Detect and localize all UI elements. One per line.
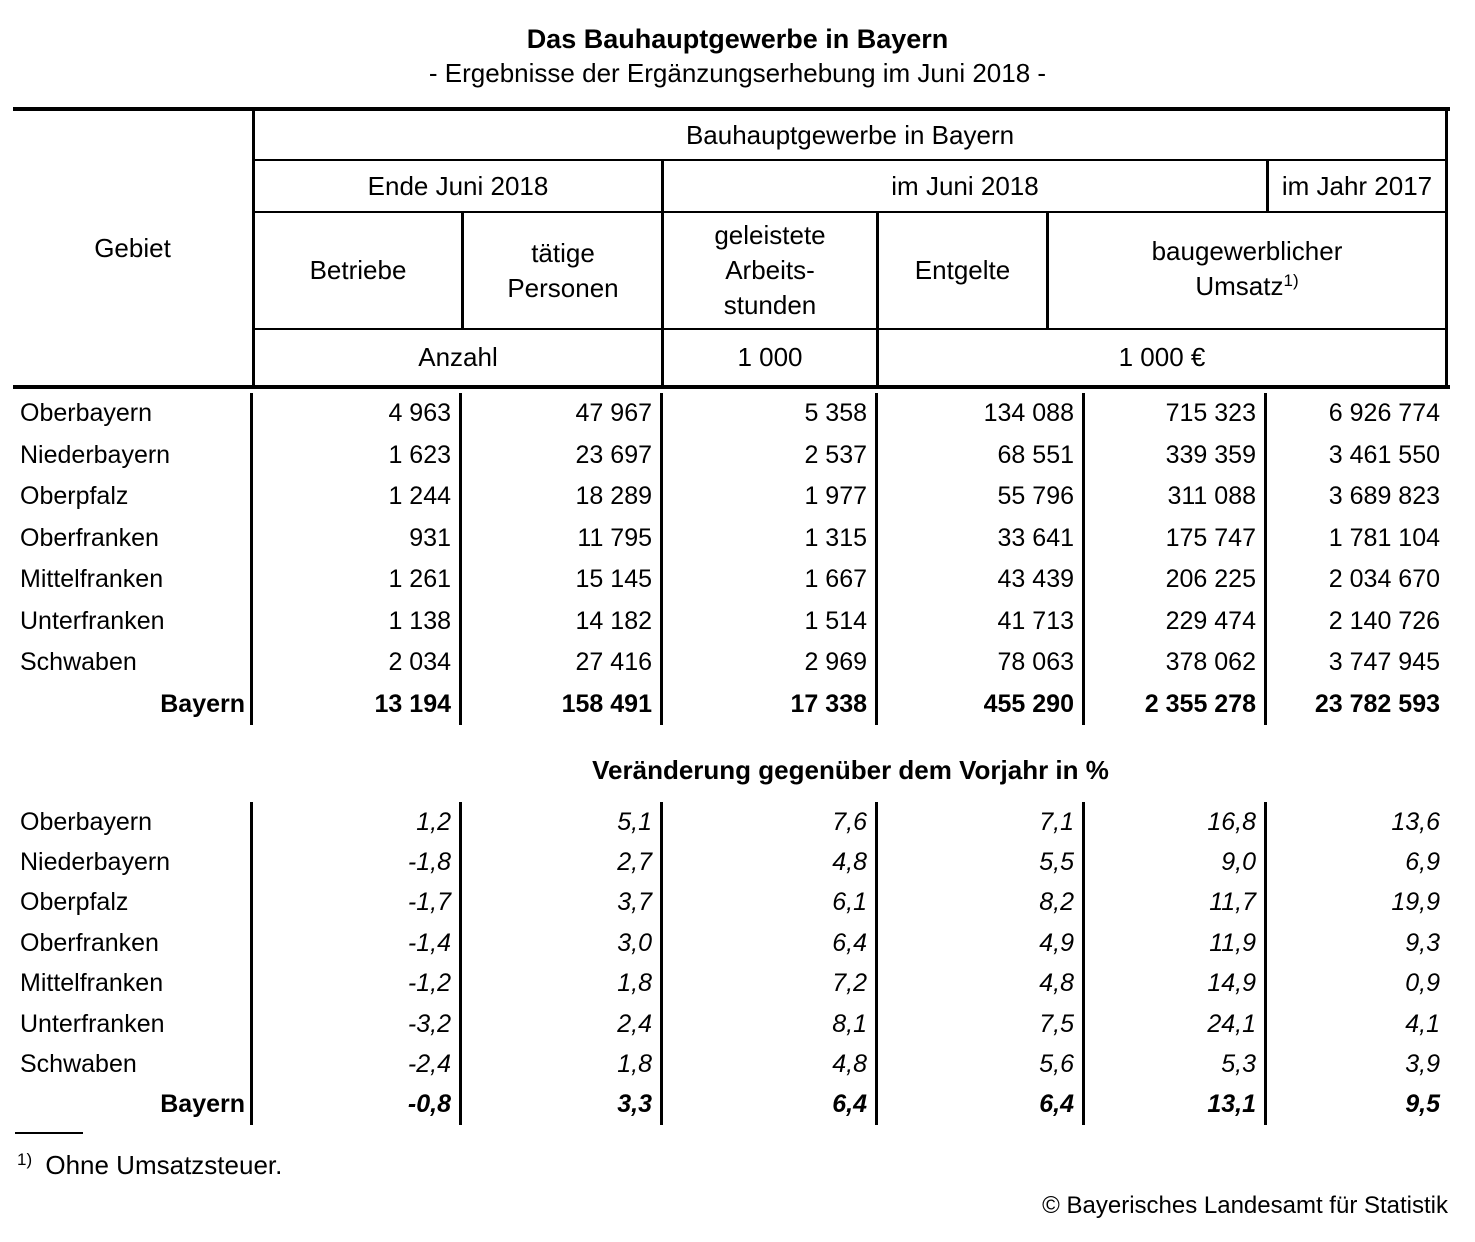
header-im-jahr-2017 [1269, 161, 1445, 211]
cell-arbeitsstunden: 8,1 [663, 1004, 878, 1044]
cell-taetige-personen: 3,3 [462, 1085, 663, 1125]
header-taetige-line1: tätige [531, 237, 595, 268]
cell-entgelte: 455 290 [878, 684, 1085, 726]
table-row [13, 642, 1448, 684]
cell-entgelte: 7,1 [878, 802, 1085, 842]
unit-anzahl-label: Anzahl [418, 342, 498, 372]
cell-betriebe: 1 244 [253, 476, 462, 518]
cell-betriebe: -1,8 [253, 842, 462, 882]
cell-taetige-personen: 18 289 [462, 476, 663, 518]
header-taetige-personen [465, 213, 661, 328]
header-im-juni-2018 [664, 161, 1266, 211]
cell-betriebe: -1,2 [253, 964, 462, 1004]
cell-betriebe: -0,8 [253, 1085, 462, 1125]
cell-entgelte: 6,4 [878, 1085, 1085, 1125]
cell-arbeitsstunden: 2 969 [663, 642, 878, 684]
table-block-percent-change [13, 802, 1448, 1125]
table-row [13, 393, 1448, 435]
cell-umsatz-juni-2018: 715 323 [1085, 393, 1267, 435]
cell-entgelte: 5,5 [878, 842, 1085, 882]
cell-arbeitsstunden: 2 537 [663, 435, 878, 477]
cell-arbeitsstunden: 5 358 [663, 393, 878, 435]
header-gebiet [13, 111, 252, 385]
cell-umsatz-juni-2018: 2 355 278 [1085, 684, 1267, 726]
header-stunden-line1: geleistete [714, 220, 826, 250]
cell-umsatz-jahr-2017: 0,9 [1405, 969, 1440, 998]
cell-umsatz-jahr-2017: 2 034 670 [1328, 565, 1440, 594]
cell-arbeitsstunden: 7,2 [663, 964, 878, 1004]
header-betriebe-label: Betriebe [309, 255, 407, 285]
cell-umsatz-juni-2018: 14,9 [1085, 964, 1267, 1004]
table-row [13, 964, 1448, 1004]
header-gebiet-label: Gebiet [94, 232, 171, 263]
cell-taetige-personen: 3,0 [462, 923, 663, 963]
cell-entgelte: 41 713 [878, 601, 1085, 643]
cell-umsatz-juni-2018: 378 062 [1085, 642, 1267, 684]
page-title: Das Bauhauptgewerbe in Bayern [526, 24, 949, 54]
unit-tausend-label: 1 000 [737, 342, 803, 372]
header-im-jahr-label: im Jahr 2017 [1281, 170, 1433, 201]
cell-entgelte: 68 551 [878, 435, 1085, 477]
header-entgelte-label: Entgelte [914, 255, 1011, 285]
cell-arbeitsstunden: 6,1 [663, 883, 878, 923]
header-umsatz-line1: baugewerblicher [1151, 236, 1343, 266]
cell-arbeitsstunden: 17 338 [663, 684, 878, 726]
cell-arbeitsstunden: 1 315 [663, 518, 878, 560]
cell-arbeitsstunden: 1 667 [663, 559, 878, 601]
vrule-betriebe-taetige [461, 211, 464, 330]
unit-tausend-euro [879, 330, 1445, 385]
cell-gebiet: Niederbayern [13, 435, 253, 477]
cell-taetige-personen: 23 697 [462, 435, 663, 477]
unit-tausend [664, 330, 876, 385]
cell-taetige-personen: 11 795 [462, 518, 663, 560]
cell-umsatz-juni-2018: 24,1 [1085, 1004, 1267, 1044]
cell-entgelte: 78 063 [878, 642, 1085, 684]
table-row [13, 1044, 1448, 1084]
section-title: Veränderung gegenüber dem Vorjahr in % [592, 755, 1109, 785]
cell-arbeitsstunden: 1 977 [663, 476, 878, 518]
cell-arbeitsstunden: 1 514 [663, 601, 878, 643]
cell-arbeitsstunden: 4,8 [663, 1044, 878, 1084]
cell-umsatz-jahr-2017: 3 689 823 [1328, 482, 1440, 511]
cell-umsatz-juni-2018: 311 088 [1085, 476, 1267, 518]
table-row [13, 923, 1448, 963]
cell-taetige-personen: 5,1 [462, 802, 663, 842]
cell-umsatz-jahr-2017: 19,9 [1391, 888, 1440, 917]
cell-gebiet: Oberbayern [13, 393, 253, 435]
cell-betriebe: -3,2 [253, 1004, 462, 1044]
header-group-title [255, 111, 1445, 159]
table-row [13, 1004, 1448, 1044]
cell-entgelte: 55 796 [878, 476, 1085, 518]
table-block-absolute-values [13, 393, 1448, 725]
cell-gebiet: Unterfranken [13, 601, 253, 643]
cell-entgelte: 4,8 [878, 964, 1085, 1004]
page-subtitle: - Ergebnisse der Ergänzungserhebung im Juni 2018 - [428, 58, 1047, 88]
cell-umsatz-juni-2018: 11,9 [1085, 923, 1267, 963]
table-row [13, 842, 1448, 882]
cell-betriebe: 1 261 [253, 559, 462, 601]
header-umsatz-footnote-marker: 1) [1283, 271, 1299, 290]
cell-gebiet: Oberpfalz [13, 476, 253, 518]
cell-umsatz-juni-2018: 16,8 [1085, 802, 1267, 842]
cell-betriebe: -1,7 [253, 883, 462, 923]
cell-umsatz-juni-2018: 206 225 [1085, 559, 1267, 601]
cell-taetige-personen: 158 491 [462, 684, 663, 726]
cell-arbeitsstunden: 7,6 [663, 802, 878, 842]
footnote-rule [15, 1132, 83, 1134]
cell-taetige-personen: 1,8 [462, 964, 663, 1004]
cell-gebiet: Mittelfranken [13, 559, 253, 601]
cell-umsatz-jahr-2017: 6 926 774 [1328, 399, 1440, 428]
cell-betriebe: 931 [253, 518, 462, 560]
cell-umsatz-juni-2018: 13,1 [1085, 1085, 1267, 1125]
cell-taetige-personen: 14 182 [462, 601, 663, 643]
cell-taetige-personen: 1,8 [462, 1044, 663, 1084]
cell-entgelte: 134 088 [878, 393, 1085, 435]
cell-betriebe: 13 194 [253, 684, 462, 726]
cell-umsatz-jahr-2017: 6,9 [1405, 848, 1440, 877]
header-umsatz-line2 [1195, 269, 1298, 307]
unit-anzahl [255, 330, 661, 385]
table-row [13, 883, 1448, 923]
cell-gebiet: Oberfranken [13, 518, 253, 560]
cell-betriebe: -1,4 [253, 923, 462, 963]
cell-arbeitsstunden: 4,8 [663, 842, 878, 882]
cell-umsatz-jahr-2017: 9,3 [1405, 928, 1440, 957]
header-baugewerblicher-umsatz [1049, 213, 1445, 328]
cell-taetige-personen: 3,7 [462, 883, 663, 923]
cell-gebiet: Oberfranken [13, 923, 253, 963]
cell-entgelte: 7,5 [878, 1004, 1085, 1044]
header-arbeitsstunden [664, 213, 876, 328]
cell-arbeitsstunden: 6,4 [663, 1085, 878, 1125]
table-row [13, 601, 1448, 643]
footnote-text: Ohne Umsatzsteuer. [45, 1150, 283, 1180]
header-ende-juni-label: Ende Juni 2018 [367, 170, 549, 201]
cell-taetige-personen: 27 416 [462, 642, 663, 684]
cell-gebiet: Bayern [13, 1085, 253, 1125]
cell-gebiet: Oberbayern [13, 802, 253, 842]
cell-taetige-personen: 2,4 [462, 1004, 663, 1044]
cell-entgelte: 43 439 [878, 559, 1085, 601]
cell-entgelte: 33 641 [878, 518, 1085, 560]
cell-entgelte: 5,6 [878, 1044, 1085, 1084]
cell-umsatz-juni-2018: 5,3 [1085, 1044, 1267, 1084]
cell-umsatz-jahr-2017: 23 782 593 [1314, 689, 1440, 718]
vrule-right-edge [1445, 107, 1448, 389]
cell-umsatz-jahr-2017: 4,1 [1405, 1009, 1440, 1038]
table-row-total [13, 684, 1448, 726]
cell-umsatz-jahr-2017: 13,6 [1391, 807, 1440, 836]
cell-umsatz-jahr-2017: 2 140 726 [1328, 606, 1440, 635]
cell-gebiet: Unterfranken [13, 1004, 253, 1044]
table-row [13, 435, 1448, 477]
cell-betriebe: -2,4 [253, 1044, 462, 1084]
header-stunden-line2: Arbeits- [725, 255, 815, 285]
cell-gebiet: Schwaben [13, 642, 253, 684]
cell-taetige-personen: 47 967 [462, 393, 663, 435]
header-umsatz-word: Umsatz [1195, 271, 1284, 301]
cell-entgelte: 4,9 [878, 923, 1085, 963]
cell-gebiet: Niederbayern [13, 842, 253, 882]
cell-betriebe: 1 138 [253, 601, 462, 643]
copyright-notice: © Bayerisches Landesamt für Statistik [1042, 1192, 1448, 1219]
table-row [13, 559, 1448, 601]
cell-umsatz-juni-2018: 9,0 [1085, 842, 1267, 882]
cell-taetige-personen: 15 145 [462, 559, 663, 601]
cell-umsatz-jahr-2017: 9,5 [1405, 1090, 1440, 1119]
unit-tausend-euro-label: 1 000 € [1118, 342, 1206, 372]
cell-gebiet: Oberpfalz [13, 883, 253, 923]
cell-entgelte: 8,2 [878, 883, 1085, 923]
cell-betriebe: 2 034 [253, 642, 462, 684]
header-taetige-line2: Personen [507, 272, 619, 303]
cell-betriebe: 1 623 [253, 435, 462, 477]
header-betriebe [255, 213, 461, 328]
cell-umsatz-jahr-2017: 1 781 104 [1328, 523, 1440, 552]
table-row [13, 518, 1448, 560]
header-im-juni-label: im Juni 2018 [891, 170, 1039, 201]
cell-umsatz-jahr-2017: 3 461 550 [1328, 440, 1440, 469]
footnote-marker: 1) [17, 1150, 33, 1169]
cell-gebiet: Bayern [13, 684, 253, 726]
header-group-title-label: Bauhauptgewerbe in Bayern [685, 119, 1015, 150]
cell-umsatz-juni-2018: 229 474 [1085, 601, 1267, 643]
table-row [13, 802, 1448, 842]
cell-taetige-personen: 2,7 [462, 842, 663, 882]
cell-gebiet: Mittelfranken [13, 964, 253, 1004]
cell-umsatz-juni-2018: 175 747 [1085, 518, 1267, 560]
table-row-total [13, 1085, 1448, 1125]
cell-umsatz-juni-2018: 11,7 [1085, 883, 1267, 923]
header-stunden-line3: stunden [723, 290, 817, 320]
cell-umsatz-jahr-2017: 3,9 [1405, 1050, 1440, 1079]
header-bottom-rule [13, 385, 1450, 389]
footnote [17, 1150, 282, 1181]
cell-gebiet: Schwaben [13, 1044, 253, 1084]
cell-umsatz-jahr-2017: 3 747 945 [1328, 648, 1440, 677]
table-row [13, 476, 1448, 518]
cell-umsatz-juni-2018: 339 359 [1085, 435, 1267, 477]
cell-arbeitsstunden: 6,4 [663, 923, 878, 963]
cell-betriebe: 1,2 [253, 802, 462, 842]
header-entgelte [879, 213, 1046, 328]
cell-betriebe: 4 963 [253, 393, 462, 435]
header-ende-juni-2018 [255, 161, 661, 211]
